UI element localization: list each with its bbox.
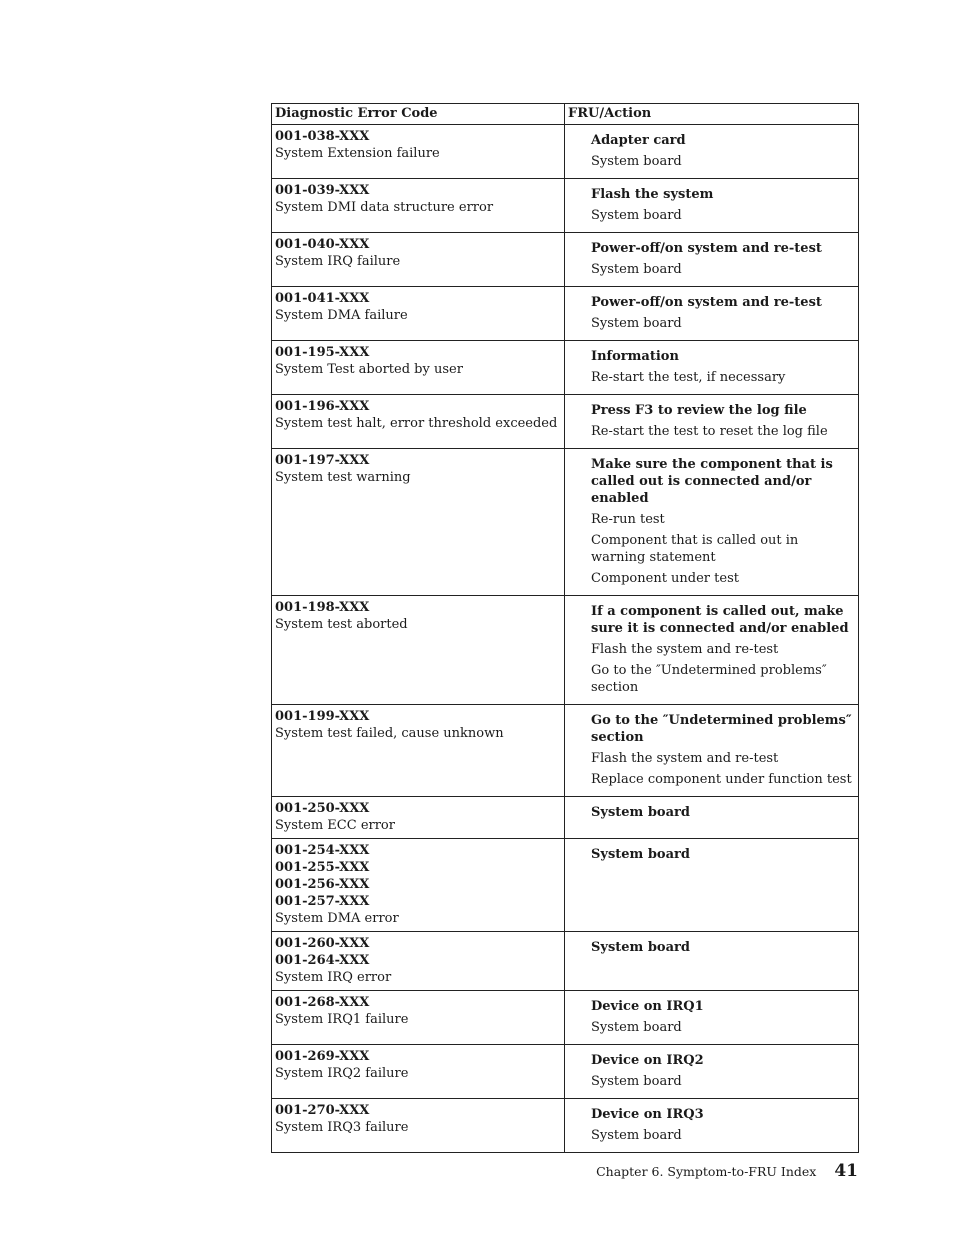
error-description: System Extension failure bbox=[275, 146, 440, 161]
error-code: 001-254-XXX bbox=[275, 843, 370, 858]
error-code: 001-198-XXX bbox=[275, 600, 370, 615]
table-row bbox=[272, 449, 859, 596]
primary-action: Make sure the component that is called out is connected and/or enabled bbox=[591, 457, 833, 506]
error-code: 001-197-XXX bbox=[275, 453, 370, 468]
error-description: System IRQ1 failure bbox=[275, 1012, 409, 1027]
fru-action-cell bbox=[565, 179, 859, 233]
action-item: System board bbox=[591, 1128, 682, 1143]
error-code-cell bbox=[272, 839, 565, 932]
action-item: Flash the system and re-test bbox=[591, 751, 779, 766]
action-item: Replace component under function test bbox=[591, 772, 852, 787]
table-row bbox=[272, 839, 859, 932]
primary-action: Device on IRQ1 bbox=[591, 999, 704, 1014]
table-row bbox=[272, 125, 859, 179]
error-code: 001-039-XXX bbox=[275, 183, 370, 198]
action-item: System board bbox=[591, 208, 682, 223]
primary-action: If a component is called out, make sure it is connected and/or enabled bbox=[591, 604, 849, 636]
error-code: 001-199-XXX bbox=[275, 709, 370, 724]
page-footer bbox=[596, 1161, 858, 1181]
fru-action-cell bbox=[565, 991, 859, 1045]
action-item: Re-start the test, if necessary bbox=[591, 370, 786, 385]
error-code: 001-040-XXX bbox=[275, 237, 370, 252]
fru-action-cell bbox=[565, 341, 859, 395]
fru-action-cell bbox=[565, 449, 859, 596]
error-code-cell bbox=[272, 179, 565, 233]
primary-action: System board bbox=[591, 940, 690, 955]
error-code-cell bbox=[272, 705, 565, 797]
primary-action: Power-off/on system and re-test bbox=[591, 241, 822, 256]
error-code: 001-038-XXX bbox=[275, 129, 370, 144]
error-description: System DMA error bbox=[275, 911, 399, 926]
error-code: 001-257-XXX bbox=[275, 894, 370, 909]
error-description: System IRQ3 failure bbox=[275, 1120, 409, 1135]
primary-action: Press F3 to review the log file bbox=[591, 403, 807, 418]
error-description: System DMA failure bbox=[275, 308, 408, 323]
fru-action-cell bbox=[565, 839, 859, 932]
fru-action-cell bbox=[565, 233, 859, 287]
table-row bbox=[272, 1045, 859, 1099]
table-row bbox=[272, 596, 859, 705]
primary-action: Adapter card bbox=[591, 133, 686, 148]
primary-action: Flash the system bbox=[591, 187, 714, 202]
table-row bbox=[272, 705, 859, 797]
error-code: 001-264-XXX bbox=[275, 953, 370, 968]
action-item: System board bbox=[591, 316, 682, 331]
action-item: Flash the system and re-test bbox=[591, 642, 779, 657]
fru-action-cell bbox=[565, 395, 859, 449]
error-code: 001-268-XXX bbox=[275, 995, 370, 1010]
error-description: System IRQ error bbox=[275, 970, 392, 985]
error-description: System ECC error bbox=[275, 818, 395, 833]
error-code-cell bbox=[272, 797, 565, 839]
error-description: System test aborted bbox=[275, 617, 408, 632]
error-code-cell bbox=[272, 932, 565, 991]
table-row bbox=[272, 991, 859, 1045]
fru-action-cell bbox=[565, 1099, 859, 1153]
action-item: System board bbox=[591, 1020, 682, 1035]
error-code-cell bbox=[272, 596, 565, 705]
error-description: System IRQ2 failure bbox=[275, 1066, 409, 1081]
error-code-cell bbox=[272, 287, 565, 341]
primary-action: System board bbox=[591, 805, 690, 820]
error-code-cell bbox=[272, 341, 565, 395]
action-item: System board bbox=[591, 262, 682, 277]
table-row bbox=[272, 179, 859, 233]
error-description: System test warning bbox=[275, 470, 411, 485]
error-code: 001-250-XXX bbox=[275, 801, 370, 816]
action-item: System board bbox=[591, 154, 682, 169]
page-number: 41 bbox=[834, 1161, 858, 1181]
primary-action: Device on IRQ3 bbox=[591, 1107, 704, 1122]
error-code: 001-195-XXX bbox=[275, 345, 370, 360]
error-code: 001-260-XXX bbox=[275, 936, 370, 951]
primary-action: Power-off/on system and re-test bbox=[591, 295, 822, 310]
diagnostic-error-table bbox=[271, 103, 859, 1153]
error-description: System test failed, cause unknown bbox=[275, 726, 504, 741]
error-code-cell bbox=[272, 1099, 565, 1153]
error-code: 001-270-XXX bbox=[275, 1103, 370, 1118]
table-row bbox=[272, 395, 859, 449]
fru-action-cell bbox=[565, 932, 859, 991]
fru-action-cell bbox=[565, 287, 859, 341]
error-description: System DMI data structure error bbox=[275, 200, 494, 215]
error-description: System Test aborted by user bbox=[275, 362, 463, 377]
table-row bbox=[272, 233, 859, 287]
error-code-cell bbox=[272, 395, 565, 449]
fru-action-cell bbox=[565, 797, 859, 839]
error-code: 001-269-XXX bbox=[275, 1049, 370, 1064]
error-code-cell bbox=[272, 233, 565, 287]
action-item: Go to the ″Undetermined problems″ section bbox=[591, 663, 827, 695]
header-diagnostic-error-code: Diagnostic Error Code bbox=[272, 104, 565, 125]
table-row bbox=[272, 1099, 859, 1153]
error-description: System IRQ failure bbox=[275, 254, 401, 269]
error-code-cell bbox=[272, 1045, 565, 1099]
error-description: System test halt, error threshold exceeded bbox=[275, 416, 558, 431]
table-row bbox=[272, 341, 859, 395]
header-fru-action: FRU/Action bbox=[565, 104, 859, 125]
chapter-title: Chapter 6. Symptom-to-FRU Index bbox=[596, 1164, 817, 1179]
error-code-cell bbox=[272, 125, 565, 179]
fru-action-cell bbox=[565, 705, 859, 797]
primary-action: Device on IRQ2 bbox=[591, 1053, 704, 1068]
action-item: Re-run test bbox=[591, 512, 665, 527]
table-row bbox=[272, 932, 859, 991]
fru-action-cell bbox=[565, 596, 859, 705]
primary-action: Go to the ″Undetermined problems″ section bbox=[591, 713, 852, 745]
fru-action-cell bbox=[565, 125, 859, 179]
table-row bbox=[272, 287, 859, 341]
table-row bbox=[272, 797, 859, 839]
action-item: System board bbox=[591, 1074, 682, 1089]
error-code: 001-256-XXX bbox=[275, 877, 370, 892]
primary-action: Information bbox=[591, 349, 679, 364]
primary-action: System board bbox=[591, 847, 690, 862]
action-item: Component that is called out in warning statement bbox=[591, 533, 799, 565]
error-code: 001-196-XXX bbox=[275, 399, 370, 414]
table-header-row bbox=[272, 104, 859, 125]
error-code: 001-041-XXX bbox=[275, 291, 370, 306]
error-code: 001-255-XXX bbox=[275, 860, 370, 875]
action-item: Component under test bbox=[591, 571, 739, 586]
action-item: Re-start the test to reset the log file bbox=[591, 424, 828, 439]
error-code-cell bbox=[272, 449, 565, 596]
error-code-cell bbox=[272, 991, 565, 1045]
fru-action-cell bbox=[565, 1045, 859, 1099]
